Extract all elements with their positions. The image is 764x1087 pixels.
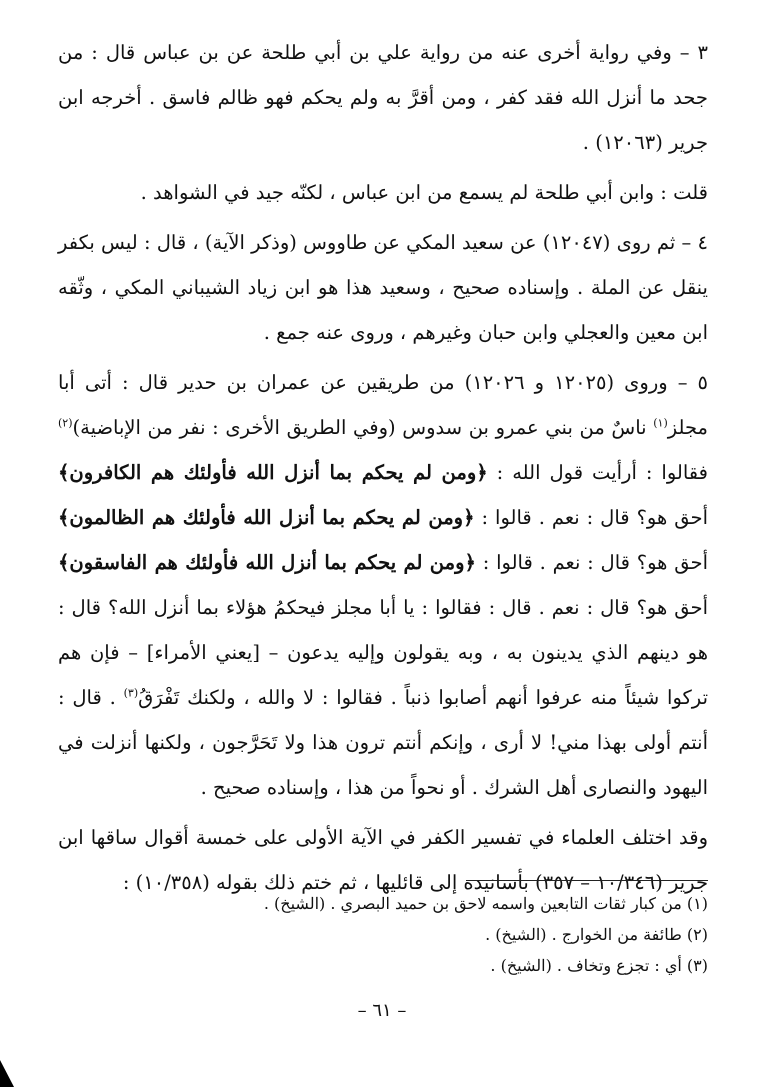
footnotes (58, 888, 708, 981)
page-corner-mark (0, 1060, 14, 1087)
text-run: أحق هو؟ قال : نعم . قالوا : (475, 551, 708, 574)
footnote-ref-1[interactable]: (١) (653, 416, 668, 430)
quran-quote: ﴿ومن لم يحكم بما أنزل الله فأولئك هم الكافرون﴾ (58, 461, 488, 484)
paragraph-3: ٣ – وفي رواية أخرى عنه من رواية علي بن أبي طلحة عن بن عباس قال : من جحد ما أنزل الله فقد كفر ، ومن أقرَّ به ولم يحكم فهو ظالم فاسق . أخرجه ابن جرير (١٢٠٦٣) . (58, 41, 708, 154)
text-run: ٥ – وروى (١٢٠٢٥ و ١٢٠٢٦) من طريقين عن عمران بن حدير قال : أتى أبا مجلز (58, 371, 709, 439)
footnote-divider (466, 880, 708, 881)
text-run: . قال : أنتم أولى بهذا مني! لا أرى ، وإنكم أنتم ترون هذا ولا تَحَرَّجون ، ولكنها أنزلت في اليهود والنصارى أهل الشرك . أو نحواً من هذا ، وإسناده صحيح . (58, 686, 708, 799)
text-run: أحق هو؟ قال : نعم . قال : فقالوا : يا أبا مجلز فيحكمُ هؤلاء بما أنزل الله؟ قال : هو دينهم الذي يدينون به ، وبه يقولون وإليه يدعون – [يعني الأمراء] – فإن هم تركوا شيئاً منه عرفوا أنهم أصابوا ذنباً . فقالوا : لا والله ، ولكنك تَفْرَقُ (58, 596, 708, 709)
quran-quote: ﴿ومن لم يحكم بما أنزل الله فأولئك هم الفاسقون﴾ (58, 551, 476, 574)
footnote-3: (٣) أي : تجزع وتخاف . (الشيخ) . (490, 956, 708, 975)
footnote-1: (١) من كبار ثقات التابعين واسمه لاحق بن حميد البصري . (الشيخ) . (263, 894, 708, 913)
quran-quote: ﴿ومن لم يحكم بما أنزل الله فأولئك هم الظالمون﴾ (58, 506, 475, 529)
paragraph-5 (58, 360, 708, 810)
text-run: أحق هو؟ قال : نعم . قالوا : (474, 506, 708, 529)
text-run: فقالوا : أرأيت قول الله : (487, 461, 708, 484)
text-run: ناسٌ من بني عمرو بن سدوس (وفي الطريق الأخرى : نفر من الإباضية) (72, 416, 654, 439)
paragraph-conclusion: وقد اختلف العلماء في تفسير الكفر في الآية الأولى على خمسة أقوال ساقها ابن جرير (١٠/٣٤٦ – ٣٥٧) بأسانيده إلى قائليها ، ثم ختم ذلك بقوله (١٠/٣٥٨) : (58, 826, 708, 894)
footnote-ref-3[interactable]: (٣) (123, 686, 139, 700)
footnote-ref-2[interactable]: (٢) (58, 416, 73, 430)
page-number: – ٦١ – (357, 1000, 407, 1021)
paragraph-4: ٤ – ثم روى (١٢٠٤٧) عن سعيد المكي عن طاووس (وذكر الآية) ، قال : ليس بكفر ينقل عن الملة . وإسناده صحيح ، وسعيد هذا هو ابن زياد الشيباني المكي ، وثّقه ابن معين والعجلي وابن حبان وغيرهم ، وروى عنه جمع . (58, 231, 709, 344)
paragraph-note: قلت : وابن أبي طلحة لم يسمع من ابن عباس ، لكنّه جيد في الشواهد . (140, 181, 708, 204)
page-body (58, 30, 708, 910)
footnote-2: (٢) طائفة من الخوارج . (الشيخ) . (485, 925, 708, 944)
